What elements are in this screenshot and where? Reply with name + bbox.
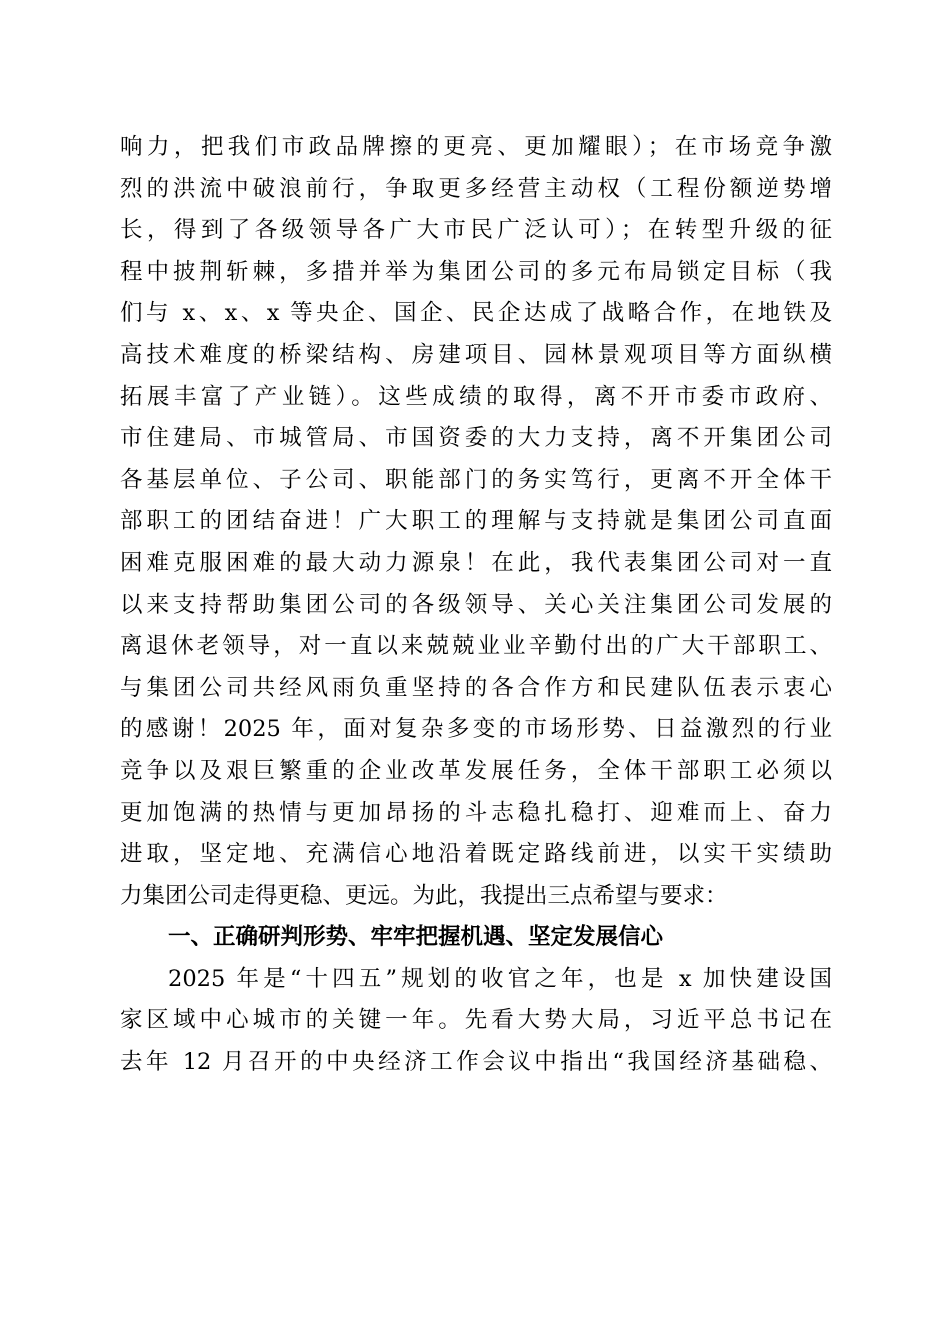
text-line: 2025 年是“十四五”规划的收官之年，也是 x 加快建设国 xyxy=(168,965,832,992)
text-line: 们与 x、x、x 等央企、国企、民企达成了战略合作，在地铁及 xyxy=(120,300,832,327)
text-line: 与集团公司共经风雨负重坚持的各合作方和民建队伍表示衷心 xyxy=(120,674,832,701)
paragraph-2 xyxy=(120,959,832,1084)
text-line: 离退休老领导，对一直以来兢兢业业辛勤付出的广大干部职工、 xyxy=(120,633,832,660)
text-line: 烈的洪流中破浪前行，争取更多经营主动权（工程份额逆势增 xyxy=(120,175,832,202)
text-line: 程中披荆斩棘，多措并举为集团公司的多元布局锁定目标（我 xyxy=(120,258,832,285)
text-line: 进取，坚定地、充满信心地沿着既定路线前进，以实干实绩助 xyxy=(120,841,832,868)
text-line: 部职工的团结奋进！广大职工的理解与支持就是集团公司直面 xyxy=(120,508,832,535)
text-line: 更加饱满的热情与更加昂扬的斗志稳扎稳打、迎难而上、奋力 xyxy=(120,799,832,826)
text-line: 响力，把我们市政品牌擦的更亮、更加耀眼）；在市场竞争激 xyxy=(120,134,832,160)
text-line: 高技术难度的桥梁结构、房建项目、园林景观项目等方面纵横 xyxy=(120,341,832,368)
text-line: 拓展丰富了产业链）。这些成绩的取得，离不开市委市政府、 xyxy=(120,383,832,410)
text-line: 各基层单位、子公司、职能部门的务实笃行，更离不开全体干 xyxy=(120,466,832,493)
body-text xyxy=(120,127,832,1084)
text-line: 以来支持帮助集团公司的各级领导、关心关注集团公司发展的 xyxy=(120,591,832,618)
text-line: 的感谢！2025 年，面对复杂多变的市场形势、日益激烈的行业 xyxy=(120,716,832,743)
text-line: 困难克服困难的最大动力源泉！在此，我代表集团公司对一直 xyxy=(120,549,832,576)
text-line: 长，得到了各级领导各广大市民广泛认可）；在转型升级的征 xyxy=(120,217,832,244)
section-heading: 一、正确研判形势、牢牢把握机遇、坚定发展信心 xyxy=(168,924,664,951)
paragraph-1 xyxy=(120,127,832,917)
text-line: 竞争以及艰巨繁重的企业改革发展任务，全体干部职工必须以 xyxy=(120,757,832,784)
text-line: 市住建局、市城管局、市国资委的大力支持，离不开集团公司 xyxy=(120,425,832,452)
text-line: 家区域中心城市的关键一年。先看大势大局，习近平总书记在 xyxy=(120,1007,832,1034)
text-line: 去年 12 月召开的中央经济工作会议中指出“我国经济基础稳、 xyxy=(120,1049,832,1076)
text-line: 力集团公司走得更稳、更远。为此，我提出三点希望与要求： xyxy=(120,882,728,909)
